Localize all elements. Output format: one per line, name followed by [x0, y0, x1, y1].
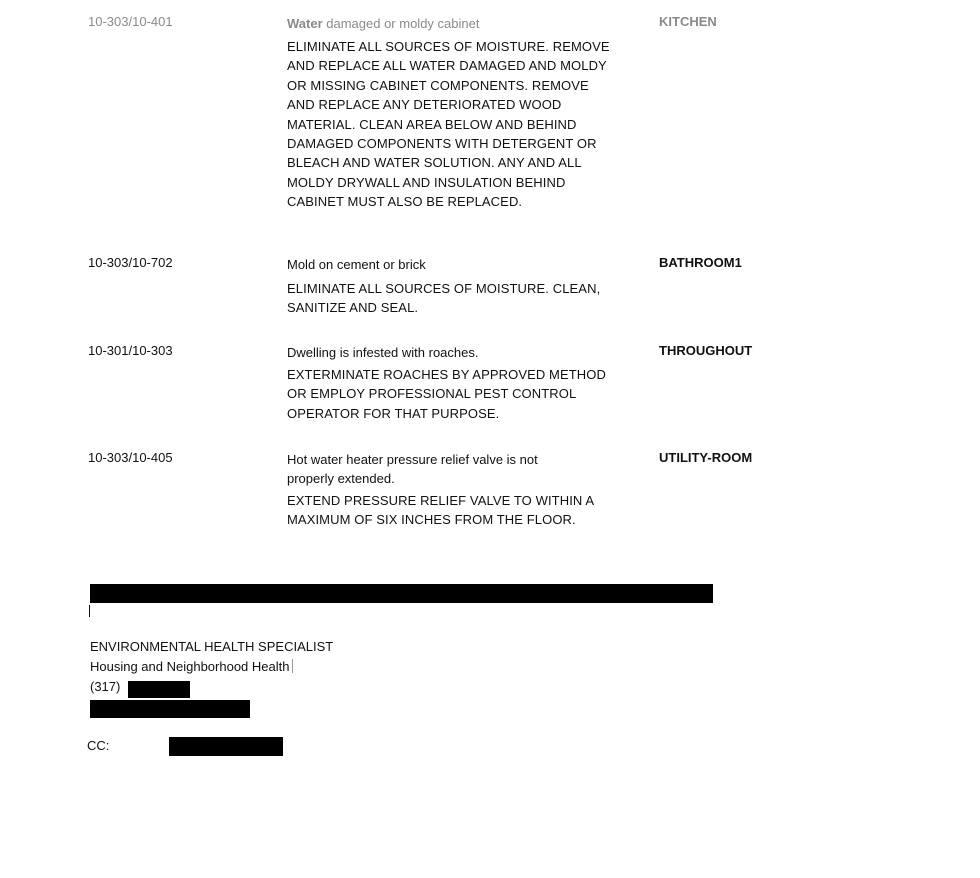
cc-label: CC: — [87, 738, 110, 753]
violation-title — [287, 14, 617, 33]
signature-phone: (317) — [90, 679, 121, 694]
violation-code: 10-303/10-702 — [88, 255, 173, 270]
violation-remedy: ELIMINATE ALL SOURCES OF MOISTURE. CLEAN, SANITIZE AND SEAL. — [287, 281, 601, 316]
violation-code: 10-303/10-405 — [88, 450, 173, 465]
violation-remedy: ELIMINATE ALL SOURCES OF MOISTURE. REMOVE AND REPLACE ALL WATER DAMAGED AND MOLDY OR MISSING CABINET COMPONENTS. REMOVE AND REPLACE ANY DETERIORATED WOOD MATERIAL. CLEAN AREA BELOW AND BEHIND DAMAGED COMPONENTS WITH DETERGENT OR BLEACH AND WATER SOLUTION. ANY AND ALL MOLDY DRYWALL AND INSULATION BEHIND CABINET MUST ALSO BE REPLACED. — [287, 39, 610, 210]
violation-title: Dwelling is infested with roaches. — [287, 345, 479, 360]
signature-department — [90, 659, 293, 674]
redaction-bar-name — [90, 584, 713, 603]
text-cursor — [292, 659, 293, 673]
violation-title: Hot water heater pressure relief valve is not properly extended. — [287, 452, 538, 486]
violation-title-lead: Water — [287, 16, 323, 31]
redaction-bar-email — [90, 700, 250, 718]
violation-code: 10-301/10-303 — [88, 343, 173, 358]
violation-location: KITCHEN — [659, 14, 717, 29]
violation-title: Mold on cement or brick — [287, 257, 426, 272]
violation-location: THROUGHOUT — [659, 343, 753, 358]
violation-location: BATHROOM1 — [659, 255, 742, 270]
signature-position: ENVIRONMENTAL HEALTH SPECIALIST — [90, 639, 334, 654]
violation-title-rest: damaged or moldy cabinet — [322, 16, 480, 31]
signature-department-text: Housing and Neighborhood Health — [90, 659, 290, 674]
text-cursor — [89, 605, 90, 617]
redaction-bar-cc — [169, 737, 283, 756]
violation-remedy: EXTERMINATE ROACHES BY APPROVED METHOD OR EMPLOY PROFESSIONAL PEST CONTROL OPERATOR FOR THAT PURPOSE. — [287, 367, 606, 421]
redaction-bar-phone — [128, 681, 190, 698]
violation-code: 10-303/10-401 — [88, 14, 173, 29]
violation-location: UTILITY-ROOM — [659, 450, 753, 465]
violation-remedy: EXTEND PRESSURE RELIEF VALVE TO WITHIN A MAXIMUM OF SIX INCHES FROM THE FLOOR. — [287, 493, 594, 528]
